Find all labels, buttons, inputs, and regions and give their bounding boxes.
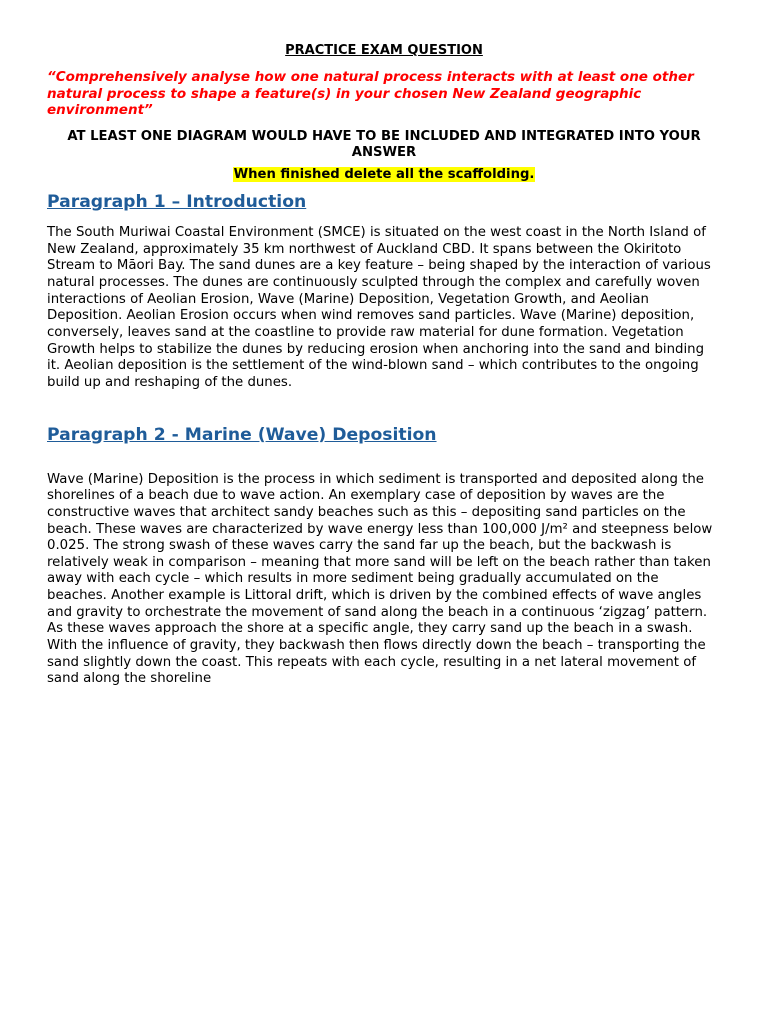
section-heading-marine-deposition: Paragraph 2 - Marine (Wave) Deposition bbox=[47, 424, 437, 445]
scaffolding-note-row bbox=[47, 164, 721, 183]
section-heading-introduction: Paragraph 1 – Introduction bbox=[47, 191, 307, 212]
exam-prompt: “Comprehensively analyse how one natural process interacts with at least one other natural process to shape a feature(s) in your chosen New Zealand geographic environment” bbox=[47, 69, 694, 119]
document-title: PRACTICE EXAM QUESTION bbox=[285, 43, 483, 58]
section-body-marine-deposition: Wave (Marine) Deposition is the process in which sediment is transported and deposited along the shorelines of a beach due to wave action. An exemplary case of deposition by waves are the constructive waves that architect sandy beaches such as this – depositing sand particles on the beach. These waves are characterized by wave energy less than 100,000 J/m² and steepness below 0.025. The strong swash of these waves carry the sand far up the beach, but the backwash is relatively weak in comparison – meaning that more sand will be left on the beach rather than taken away with each cycle – which results in more sediment being gradually accumulated on the beaches. Another example is Littoral drift, which is driven by the combined effects of wave angles and gravity to orchestrate the movement of sand along the beach in a continuous ‘zigzag’ pattern. As these waves approach the shore at a specific angle, they carry sand up the beach in a swash. With the influence of gravity, they backwash then flows directly down the beach – transporting the sand slightly down the coast. This repeats with each cycle, resulting in a net lateral movement of sand along the shoreline bbox=[47, 471, 713, 687]
document-content bbox=[47, 42, 721, 688]
section-body-introduction: The South Muriwai Coastal Environment (SMCE) is situated on the west coast in the North Island of New Zealand, approximately 35 km northwest of Auckland CBD. It spans between the Okiritoto Stream to Māori Bay. The sand dunes are a key feature – being shaped by the interaction of various natural processes. The dunes are continuously sculpted through the complex and carefully woven interactions of Aeolian Erosion, Wave (Marine) Deposition, Vegetation Growth, and Aeolian Deposition. Aeolian Erosion occurs when wind removes sand particles. Wave (Marine) deposition, conversely, leaves sand at the coastline to provide raw material for dune formation. Vegetation Growth helps to stabilize the dunes by reducing erosion when anchoring into the sand and binding it. Aeolian deposition is the settlement of the wind-blown sand – which contributes to the ongoing build up and reshaping of the dunes. bbox=[47, 224, 711, 390]
scaffolding-note: When finished delete all the scaffolding. bbox=[233, 166, 535, 182]
diagram-instruction: AT LEAST ONE DIAGRAM WOULD HAVE TO BE INCLUDED AND INTEGRATED INTO YOUR ANSWER bbox=[67, 128, 701, 161]
